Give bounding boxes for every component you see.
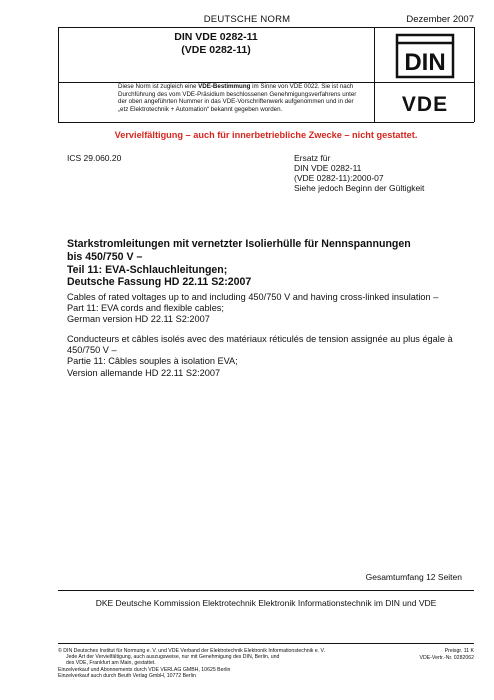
ics-code: ICS 29.060.20: [67, 153, 122, 163]
footer-line2: Jede Art der Vervielfältigung, auch auszugsweise, nur mit Genehmigung des DIN, Berlin, und: [66, 654, 280, 661]
footer-line3: des VDE, Frankfurt am Main, gestattet.: [66, 660, 156, 667]
footer-line5: Einzelverkauf auch durch Beuth Verlag GmbH, 10772 Berlin: [58, 672, 196, 679]
replacement-line1: Ersatz für: [294, 153, 331, 163]
replacement-line4: Siehe jedoch Beginn der Gültigkeit: [294, 183, 425, 193]
title-en-line2: Part 11: EVA cords and flexible cables;: [67, 303, 224, 314]
notice-line3: der oben angeführten Nummer in das VDE-Vorschriftenwerk aufgenommen und in der: [118, 98, 354, 106]
title-fr-line1: Conducteurs et câbles isolés avec des matériaux réticulés de tension assignée au plus égale à: [67, 334, 453, 344]
notice-line1: [118, 83, 374, 91]
vde-logo: [376, 86, 474, 120]
vde-logo-icon: [390, 92, 460, 114]
title-en-line3: German version HD 22.11 S2:2007: [67, 314, 210, 325]
title-english: [67, 292, 477, 326]
footer-rule: [58, 643, 474, 644]
title-en-line1: Cables of rated voltages up to and including 450/750 V and having cross-linked insulation –: [67, 292, 439, 302]
replacement-info: [294, 153, 424, 193]
title-fr-line4: Version allemande HD 22.11 S2:2007: [67, 367, 221, 378]
title-de-line3: Teil 11: EVA-Schlauchleitungen;: [67, 263, 228, 276]
footer-line1: © DIN Deutsches Institut für Normung e. V. und VDE Verband der Elektrotechnik Elektronik Informationstechnik e. V.: [58, 648, 325, 654]
replacement-line3: (VDE 0282-11):2000-07: [294, 173, 384, 183]
din-logo-icon: [395, 33, 455, 79]
document-number-line2: (VDE 0282-11): [181, 44, 251, 56]
replacement-line2: DIN VDE 0282-11: [294, 163, 362, 173]
notice-line1-pre: Diese Norm ist zugleich eine: [118, 83, 199, 90]
title-french: [67, 334, 477, 379]
din-logo: [376, 28, 474, 84]
frame-right: [474, 27, 475, 122]
footer-order-number: VDE-Vertr.-Nr. 0282062: [419, 655, 474, 661]
title-de-line1: Starkstromleitungen mit vernetzter Isolierhülle für Nennspannungen: [67, 238, 411, 250]
vde-notice: [118, 83, 374, 114]
vde-logo-text: VDE: [401, 93, 449, 114]
issue-date: Dezember 2007: [406, 14, 474, 25]
norm-label: DEUTSCHE NORM: [203, 14, 291, 25]
footer-price-group: Preisgr. 11 K: [444, 648, 474, 654]
total-pages: Gesamtumfang 12 Seiten: [365, 572, 462, 582]
logo-divider: [374, 27, 375, 122]
dke-rule-top: [58, 590, 474, 591]
footer-copyright: [58, 648, 378, 679]
notice-line4: „etz Elektrotechnik + Automation“ bekannt gegeben worden.: [118, 106, 283, 114]
dke-line: DKE Deutsche Kommission Elektrotechnik Elektronik Informationstechnik im DIN und VDE: [95, 598, 437, 608]
notice-line1-post: im Sinne von VDE 0022. Sie ist nach: [250, 83, 354, 90]
notice-rule: [58, 122, 474, 123]
title-fr-line2: 450/750 V –: [67, 345, 117, 356]
document-number-line1: DIN VDE 0282-11: [174, 31, 258, 43]
notice-line2: Durchführung des vom VDE-Präsidium beschlossenen Genehmigungsverfahrens unter: [118, 90, 357, 98]
din-logo-text: DIN: [404, 49, 446, 76]
document-number: [58, 31, 374, 57]
title-de-line4: Deutsche Fassung HD 22.11 S2:2007: [67, 276, 252, 289]
footer-line4: Einzelverkauf und Abonnements durch VDE VERLAG GMBH, 10625 Berlin: [58, 666, 231, 673]
copy-warning: Vervielfältigung – auch für innerbetriebliche Zwecke – nicht gestattet.: [114, 130, 418, 140]
title-de-line2: bis 450/750 V –: [67, 250, 143, 263]
title-fr-line3: Partie 11: Câbles souples à isolation EVA;: [67, 356, 238, 367]
title-german: [67, 238, 467, 289]
notice-line1-bold: VDE-Bestimmung: [198, 83, 251, 90]
